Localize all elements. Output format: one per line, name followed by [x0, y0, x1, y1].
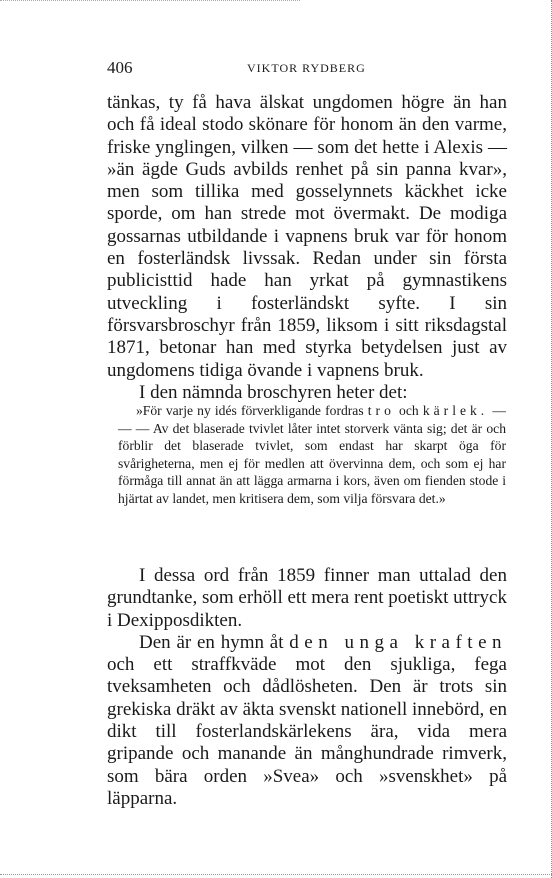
page-number: 406 — [107, 58, 133, 77]
quote-paragraph — [118, 402, 506, 508]
paragraph-3: I dessa ord från 1859 finner man uttalad den grundtanke, som erhöll ett mera rent poetiskt uttryck i Dexipposdikten. — [107, 565, 507, 631]
paragraph-2: I den nämnda broschyren heter det: — [139, 381, 408, 403]
paragraph-4-start: Den är en hymn åt — [139, 631, 284, 653]
running-head — [107, 58, 507, 80]
body-text-upper — [107, 92, 507, 404]
top-edge-rule — [0, 0, 300, 2]
paragraph-4-emphasis: den unga kraften — [289, 631, 508, 653]
quote-emphasis-karlek: kärlek. — [422, 403, 489, 418]
quote-rest: — — — Av det blaserade tvivlet låter intet storverk vänta sig; det är och förblir det blaserade tvivlet, som endast har skarpt öga för svårigheterna, men ej för medlen att övervinna dem, och som ej har förmåga till annat än att lägga armarna i kors, även om fienden stode i hjärtat av landet, men kritisera dem, som vilja försvara det.» — [118, 403, 506, 506]
quote-start: »För varje ny idés förverkligande fordras — [136, 403, 364, 418]
paragraph-1: tänkas, ty få hava älskat ungdomen högre än han och få ideal stodo skönare för honom än den varme, friske ynglingen, vilken — som det hette i Alexis — »än ägde Guds avbilds renhet på sin panna kvar», men som tillika med gosselynnets käckhet icke sporde, om han strede mot övermakt. De modiga gossarnas utbildande i vapnens bruk var för honom en fosterländsk livssak. Redan under sin första publicisttid hade han yrkat på gymnastikens utveckling i fosterländskt syfte. I sin försvarsbroschyr från 1859, liksom i sitt riksdagstal 1871, betonar han med styrka betydelsen just av ungdomens tidiga övande i vapnens bruk. — [107, 92, 507, 381]
bottom-edge-rule — [0, 874, 552, 876]
block-quote — [118, 402, 506, 508]
quote-och: och — [399, 403, 419, 418]
paragraph-4 — [107, 632, 507, 810]
paragraph-4-rest: och ett straffkväde mot den sjukliga, fega tveksamheten och dådlösheten. Den är trots sin grekiska dräkt av äkta svenskt nationell innebörd, en dikt till fosterlandskärlekens ära, vida mera gripande och manande än månghundrade rimverk, som bära orden »Svea» och »svenskhet» på läpparna. — [107, 654, 507, 809]
running-title: VIKTOR RYDBERG — [247, 61, 366, 75]
body-text-lower — [107, 565, 507, 810]
quote-emphasis-tro: tro — [367, 403, 395, 418]
